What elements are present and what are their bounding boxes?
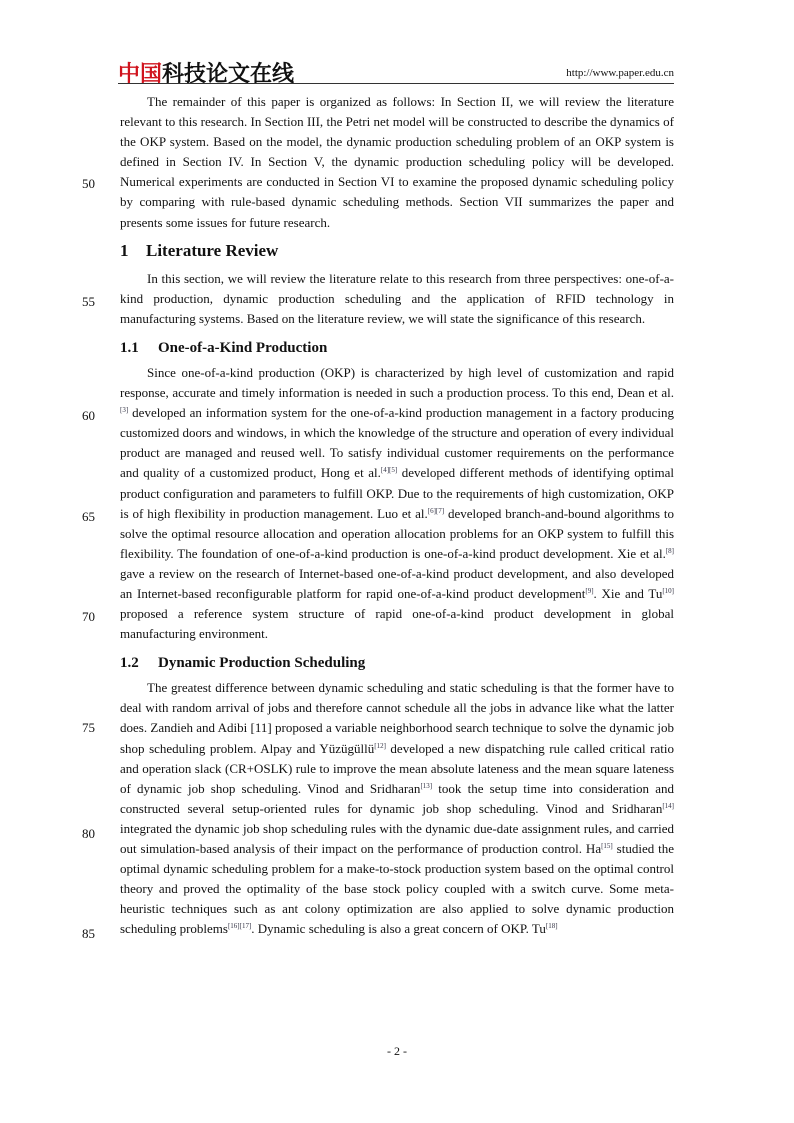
- text-run: proposed a reference system structure of rapid one-of-a-kind product development in global manufacturing environment.: [120, 606, 674, 642]
- citation[interactable]: [4][5]: [380, 466, 398, 475]
- line-number: 70: [82, 609, 95, 624]
- citation[interactable]: [9]: [585, 586, 594, 595]
- header-url[interactable]: http://www.paper.edu.cn: [566, 67, 674, 79]
- citation[interactable]: [10]: [662, 586, 674, 595]
- citation[interactable]: [12]: [374, 741, 386, 750]
- text-run: Since one-of-a-kind production (OKP) is characterized by high level of customization and rapid response, accurate and timely information is needed in such a production process. To this end, Dean et al.: [120, 364, 674, 401]
- text-run: developed an information system for the one-of-a-kind production management in a factory producing customized doors and windows, in which the knowledge of the structure and operation of every individual product are managed and reused well. To satisfy individual customer requirements on the performance and quality of a customized product, Hong et al.: [120, 405, 674, 481]
- citation[interactable]: [16][17]: [227, 922, 252, 931]
- subsection-heading: [120, 337, 674, 359]
- citation[interactable]: [14]: [662, 801, 674, 810]
- citation[interactable]: [6][7]: [427, 506, 445, 515]
- page-number: - 2 -: [387, 1044, 407, 1058]
- section-heading: [120, 239, 674, 263]
- subsection-heading: [120, 652, 674, 674]
- line-number: 75: [82, 720, 95, 735]
- line-number: 60: [82, 408, 95, 423]
- logo-text: 科技论文在线: [162, 62, 295, 87]
- section-number: 1: [120, 240, 129, 260]
- line-number: 50: [82, 176, 95, 191]
- logo-red-part: 中国: [118, 62, 163, 87]
- scheduling-paragraph: [120, 678, 674, 939]
- text-run: integrated the dynamic job shop scheduling rules with the dynamic due-date assignment rules, and carried out simulation-based analysis of their impact on the performance of production control. Ha: [120, 820, 674, 856]
- text-run: . Dynamic scheduling is also a great concern of OKP. Tu: [251, 921, 546, 937]
- paper-body: [120, 92, 674, 939]
- text-run: . Xie and Tu: [593, 585, 663, 601]
- section-title: Literature Review: [146, 240, 279, 260]
- text-run: developed different methods of identifying optimal product configuration and parameters to fulfill OKP. Due to the requirements of high customization, OKP is of high flexibility in production management. Luo et al.: [120, 465, 674, 521]
- citation[interactable]: [3]: [120, 406, 129, 415]
- citation[interactable]: [8]: [665, 546, 674, 555]
- subsection-number: 1.2: [120, 655, 139, 672]
- line-number: 55: [82, 294, 95, 309]
- text-run: developed a new dispatching rule called critical ratio and operation slack (CR+OSLK) rule to improve the mean absolute lateness and the mean square lateness of dynamic job shop scheduling. Vinod and Sridharan: [120, 740, 674, 796]
- line-number: 65: [82, 509, 95, 524]
- text-run: The greatest difference between dynamic scheduling and static scheduling is that the former have to deal with random arrival of jobs and therefore cannot schedule all the jobs in advance like what the latter does. Zandieh and Adibi [11] proposed a variable neighborhood search technique to solve the dynamic job shop scheduling problem. Alpay and Yüzügüllü: [120, 680, 674, 756]
- okp-paragraph: [120, 363, 674, 644]
- text-run: took the setup time into consideration and constructed several setup-oriented rules for dynamic job shop scheduling. Vinod and Sridharan: [120, 780, 674, 816]
- text-run: studied the optimal dynamic scheduling problem for a make-to-stock production system based on the optimal control theory and proved the optimality of the base stock policy coupled with a switch curve. Some meta-heuristic techniques such as ant colony optimization are also applied to solve dynamic production scheduling problems: [120, 841, 675, 937]
- subsection-number: 1.1: [120, 339, 139, 356]
- citation[interactable]: [13]: [420, 781, 433, 790]
- subsection-title: Dynamic Production Scheduling: [158, 655, 366, 672]
- header-rule: [118, 83, 674, 84]
- citation[interactable]: [15]: [601, 842, 613, 850]
- intro-paragraph: The remainder of this paper is organized as follows: In Section II, we will review the literature relevant to this research. In Section III, the Petri net model will be constructed to describe the dynamics of the OKP system. Based on the model, the dynamic production scheduling problem of an OKP system is defined in Section IV. In Section V, the dynamic production scheduling policy will be developed. Numerical experiments are conducted in Section VI to examine the proposed dynamic scheduling policy by comparing with rule-based dynamic scheduling methods. Section VII summarizes the paper and presents some issues for future research.: [120, 94, 674, 230]
- line-number: 80: [82, 826, 95, 841]
- section1-paragraph: In this section, we will review the literature relate to this research from three perspectives: one-of-a-kind production, dynamic production scheduling and the application of RFID technology in manufacturing systems. Based on the literature review, we will state the significance of this research.: [120, 270, 674, 326]
- subsection-title: One-of-a-Kind Production: [158, 339, 328, 356]
- line-number: 85: [82, 926, 95, 941]
- citation[interactable]: [18]: [545, 922, 558, 931]
- text-run: gave a review on the research of Internet-based one-of-a-kind product development, and also developed an Internet-based reconfigurable platform for rapid one-of-a-kind product development: [120, 565, 674, 601]
- text-run: developed branch-and-bound algorithms to solve the optimal resource allocation and operation allocation problems for an OKP system to fulfill this flexibility. The foundation of one-of-a-kind production is one-of-a-kind product development. Xie et al.: [120, 505, 675, 561]
